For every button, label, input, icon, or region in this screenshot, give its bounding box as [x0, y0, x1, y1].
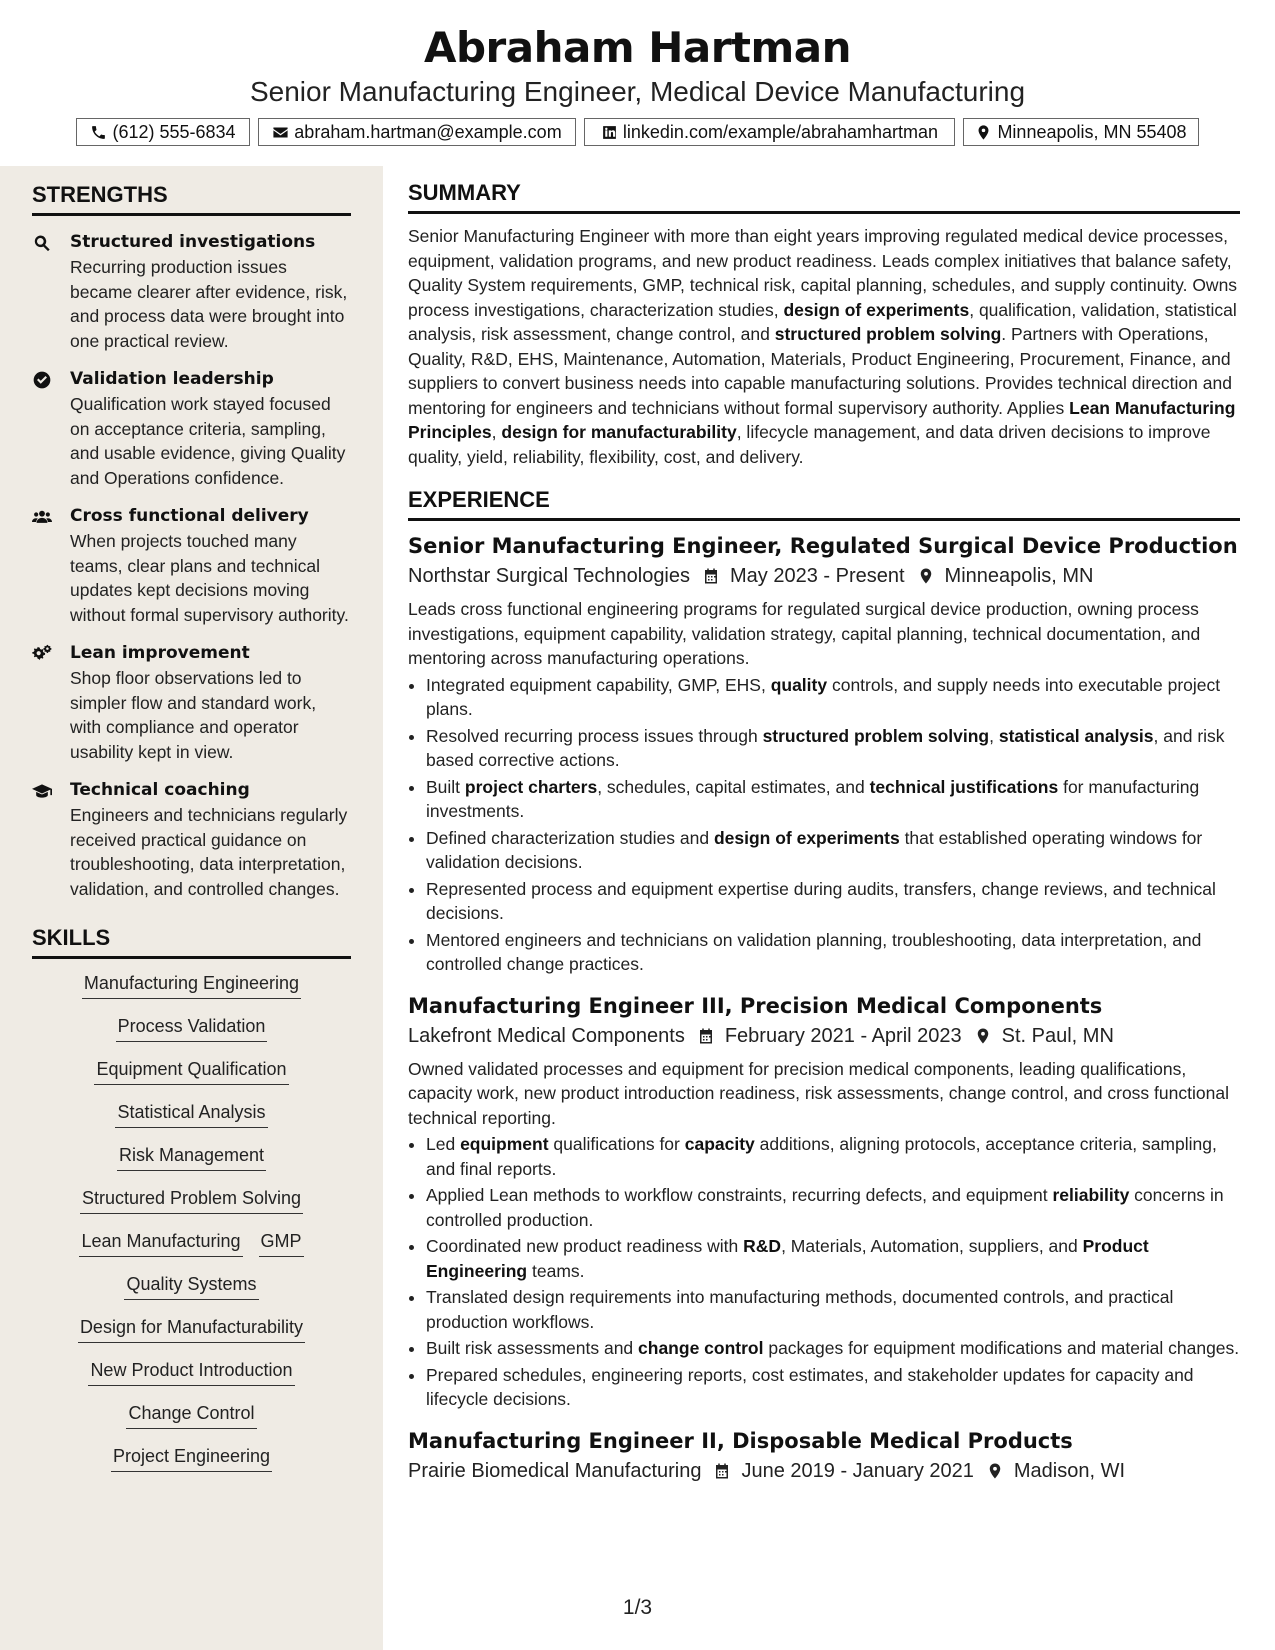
- strength-desc: Recurring production issues became clearer after evidence, risk, and process data were brought into one practical review.: [70, 257, 348, 351]
- strength-item: [32, 778, 351, 901]
- skill-tag: Design for Manufacturability: [78, 1315, 305, 1343]
- skill-tag: Quality Systems: [124, 1272, 258, 1300]
- strengths-list: [32, 230, 351, 901]
- bullet-item: [426, 1183, 1240, 1232]
- bold-keyword: Lean Manufacturing Principles: [408, 397, 1236, 442]
- job-location: Madison, WI: [1013, 1459, 1126, 1482]
- text-run: , Materials, Automation, suppliers, and: [781, 1236, 1083, 1256]
- strength-item: [32, 230, 351, 353]
- location-icon: [975, 124, 992, 141]
- strength-desc: Qualification work stayed focused on acceptance criteria, sampling, and usable evidence, giving Quality and Operations confidence.: [70, 394, 346, 488]
- strength-item: [32, 504, 351, 627]
- text-run: Translated design requirements into manufacturing methods, documented controls, and practical production workflows.: [426, 1287, 1174, 1332]
- envelope-icon: [272, 124, 289, 141]
- search-icon: [32, 233, 52, 253]
- job-description: Owned validated processes and equipment for precision medical components, leading qualifications, capacity work, new product introduction readiness, risk assessments, change control, and cross functional technical reporting.: [408, 1058, 1229, 1128]
- bullet-item: [426, 877, 1240, 926]
- summary-text: [408, 224, 1240, 469]
- bullet-item: [426, 1234, 1240, 1283]
- text-run: packages for equipment modifications and material changes.: [763, 1338, 1240, 1358]
- bullet-item: [426, 724, 1240, 773]
- bullet-item: [426, 673, 1240, 722]
- contact-text: abraham.hartman@example.com: [294, 121, 562, 142]
- bold-keyword: technical justifications: [869, 776, 1059, 797]
- skill-tag: Risk Management: [117, 1143, 266, 1171]
- text-run: Coordinated new product readiness with: [426, 1236, 744, 1256]
- bullet-item: [426, 1363, 1240, 1412]
- resume-header: [0, 0, 1275, 146]
- job-meta: [408, 561, 1240, 591]
- contact-email[interactable]: [258, 118, 576, 146]
- text-run: Applied Lean methods to workflow constraints, recurring defects, and equipment: [426, 1185, 1053, 1205]
- bullet-item: [426, 928, 1240, 977]
- location-icon: [974, 1027, 992, 1045]
- linkedin-icon: [601, 124, 618, 141]
- text-run: Built risk assessments and: [426, 1338, 639, 1358]
- text-run: , and risk based corrective actions.: [426, 725, 1225, 770]
- bullet-item: [426, 826, 1240, 875]
- bold-keyword: structured problem solving: [774, 324, 1002, 344]
- text-run: controls, and supply needs into executable project plans.: [426, 674, 1221, 719]
- bullet-item: [426, 1132, 1240, 1181]
- skill-tag: Process Validation: [116, 1014, 268, 1042]
- summary-heading: SUMMARY: [408, 180, 1240, 214]
- bold-keyword: structured problem solving: [762, 725, 990, 746]
- bold-keyword: Product Engineering: [426, 1236, 1149, 1281]
- skill-tag: Manufacturing Engineering: [82, 971, 301, 999]
- skill-tag: GMP: [259, 1229, 304, 1257]
- job-dates: May 2023 - Present: [730, 565, 905, 587]
- sidebar: [0, 166, 383, 1650]
- bold-keyword: design of experiments: [783, 299, 970, 320]
- text-run: , lifecycle management, and data driven decisions to improve quality, yield, reliability, flexibility, cost, and delivery.: [408, 422, 1211, 467]
- contact-location[interactable]: [963, 118, 1199, 146]
- strength-desc: When projects touched many teams, clear plans and technical updates kept decisions moving without formal supervisory authority.: [70, 531, 349, 625]
- skill-tag: Equipment Qualification: [94, 1057, 288, 1085]
- check-circle-icon: [32, 370, 52, 390]
- calendar-icon: [702, 567, 720, 585]
- bold-keyword: equipment: [460, 1134, 549, 1154]
- text-run: , schedules, capital estimates, and: [597, 776, 870, 797]
- job-title: Senior Manufacturing Engineer, Regulated Surgical Device Production: [408, 534, 1238, 558]
- text-run: additions, aligning protocols, acceptance criteria, sampling, and final reports.: [426, 1134, 1217, 1179]
- candidate-title: Senior Manufacturing Engineer, Medical Device Manufacturing: [249, 76, 1026, 107]
- page-number: 1/3: [622, 1596, 653, 1619]
- job-location: St. Paul, MN: [1001, 1024, 1114, 1047]
- contact-text: Minneapolis, MN 55408: [997, 121, 1187, 142]
- calendar-icon: [713, 1462, 731, 1480]
- bullet-item: [426, 1336, 1240, 1361]
- job-title: Manufacturing Engineer II, Disposable Medical Products: [408, 1428, 1073, 1453]
- bullet-item: [426, 1285, 1240, 1334]
- job-entry: [408, 991, 1240, 1412]
- job-dates: February 2021 - April 2023: [724, 1024, 962, 1047]
- strength-desc: Shop floor observations led to simpler flow and standard work, with compliance and operator usability kept in view.: [70, 668, 317, 762]
- text-run: Integrated equipment capability, GMP, EHS,: [426, 674, 771, 695]
- text-run: qualifications for: [548, 1134, 685, 1154]
- job-entry: [408, 1426, 1240, 1486]
- bold-keyword: project charters: [464, 776, 598, 797]
- experience-heading: EXPERIENCE: [408, 487, 1240, 521]
- contact-phone[interactable]: [76, 118, 250, 146]
- text-run: , qualification, validation, statistical analysis, risk assessment, change control, and: [408, 299, 1237, 344]
- skill-tag: Project Engineering: [111, 1444, 272, 1472]
- text-run: ,: [989, 725, 999, 746]
- text-run: . Partners with Operations, Quality, R&D, EHS, Maintenance, Automation, Materials, Product Engineering, Procurement, Finance, and suppliers to convert business needs into capable manufacturing solutions. Provides technical direction and mentoring for engineers and technicians without formal supervisory authority. Applies: [408, 324, 1232, 418]
- skill-tag: New Product Introduction: [88, 1358, 294, 1386]
- job-location: Minneapolis, MN: [944, 565, 1094, 587]
- strength-title: Structured investigations: [70, 232, 316, 252]
- text-run: Senior Manufacturing Engineer with more than eight years improving regulated medical device processes, equipment, validation programs, and new product readiness. Leads complex initiatives that balance safety, Quality System requirements, GMP, technical risk, capital planning, schedules, and supply continuity. Owns process investigations, characterization studies,: [408, 226, 1238, 320]
- main-column: [408, 180, 1240, 1492]
- contact-bar: [0, 118, 1275, 146]
- strength-title: Cross functional delivery: [70, 506, 309, 526]
- contact-text: (612) 555-6834: [112, 121, 236, 142]
- strength-title: Technical coaching: [70, 780, 250, 800]
- bold-keyword: design of experiments: [713, 827, 900, 848]
- bold-keyword: change control: [638, 1338, 764, 1358]
- text-run: for manufacturing investments.: [426, 776, 1200, 821]
- phone-icon: [90, 124, 107, 141]
- text-run: Represented process and equipment expertise during audits, transfers, change reviews, and technical decisions.: [426, 878, 1216, 923]
- calendar-icon: [697, 1027, 715, 1045]
- text-run: Built: [426, 776, 465, 797]
- job-description: Leads cross functional engineering programs for regulated surgical device production, owning process investigations, equipment capability, validation strategy, capital planning, technical documentation, and mentoring across manufacturing operations.: [408, 599, 1201, 668]
- skill-tag: Statistical Analysis: [115, 1100, 267, 1128]
- skills-heading: SKILLS: [32, 925, 351, 959]
- bold-keyword: reliability: [1052, 1185, 1130, 1205]
- skill-tag: Structured Problem Solving: [80, 1186, 303, 1214]
- job-bullets: [408, 1132, 1240, 1412]
- text-run: teams.: [527, 1260, 585, 1281]
- skill-tag: Change Control: [126, 1401, 256, 1429]
- skill-tag: Lean Manufacturing: [79, 1229, 242, 1257]
- job-company: Lakefront Medical Components: [408, 1024, 685, 1047]
- bold-keyword: capacity: [684, 1134, 755, 1154]
- job-dates: June 2019 - January 2021: [741, 1459, 974, 1482]
- bold-keyword: statistical analysis: [998, 725, 1154, 746]
- text-run: Mentored engineers and technicians on validation planning, troubleshooting, data interpretation, and controlled change practices.: [426, 929, 1202, 974]
- job-meta: [408, 1021, 1240, 1051]
- strength-item: [32, 641, 351, 764]
- text-run: Led: [426, 1134, 461, 1154]
- bullet-item: [426, 775, 1240, 824]
- skills-list: [32, 971, 351, 1487]
- bold-keyword: quality: [770, 674, 828, 695]
- job-company: Northstar Surgical Technologies: [408, 565, 691, 587]
- gears-icon: [32, 644, 52, 664]
- text-run: concerns in controlled production.: [426, 1185, 1224, 1230]
- job-company: Prairie Biomedical Manufacturing: [408, 1459, 702, 1482]
- bold-keyword: R&D: [743, 1236, 782, 1256]
- strength-item: [32, 367, 351, 490]
- job-entry: [408, 531, 1240, 977]
- location-icon: [917, 567, 935, 585]
- contact-linkedin[interactable]: [584, 118, 955, 146]
- text-run: Prepared schedules, engineering reports, cost estimates, and stakeholder updates for capacity and lifecycle decisions.: [426, 1364, 1194, 1409]
- strength-title: Validation leadership: [70, 369, 274, 389]
- text-run: Defined characterization studies and: [426, 827, 714, 848]
- location-icon: [986, 1462, 1004, 1480]
- graduation-cap-icon: [32, 781, 52, 801]
- contact-text: linkedin.com/example/abrahamhartman: [622, 121, 939, 142]
- candidate-name: Abraham Hartman: [423, 23, 852, 72]
- job-bullets: [408, 673, 1240, 977]
- strength-desc: Engineers and technicians regularly received practical guidance on troubleshooting, data interpretation, validation, and controlled changes.: [70, 805, 348, 899]
- strength-title: Lean improvement: [70, 643, 250, 663]
- strengths-heading: STRENGTHS: [32, 182, 351, 216]
- job-title: Manufacturing Engineer III, Precision Medical Components: [408, 993, 1103, 1018]
- users-icon: [32, 507, 52, 527]
- text-run: that established operating windows for validation decisions.: [426, 827, 1203, 872]
- bold-keyword: design for manufacturability: [501, 422, 737, 442]
- job-meta: [408, 1456, 1240, 1486]
- text-run: ,: [491, 422, 502, 442]
- text-run: Resolved recurring process issues through: [426, 725, 763, 746]
